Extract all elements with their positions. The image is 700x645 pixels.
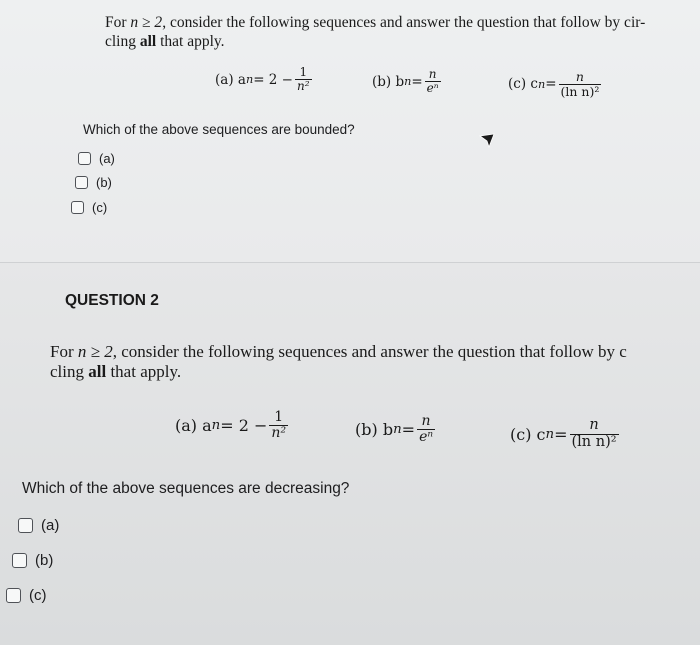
q1-sequence-c [508, 70, 603, 99]
q1-option-b[interactable] [75, 175, 112, 190]
q1-checkbox-c[interactable] [71, 201, 84, 214]
q2-sequence-c [510, 418, 621, 451]
q1-seq-b-den: eⁿ [426, 81, 439, 96]
q2-question-text: Which of the above sequences are decreasing? [22, 480, 350, 497]
q2-seq-b-label: (b) b [355, 420, 394, 440]
q2-prompt-prefix: For [50, 342, 78, 361]
q1-question-text: Which of the above sequences are bounded? [83, 122, 355, 137]
q1-prompt-condition: n ≥ 2 [130, 14, 163, 31]
q1-prompt-line2 [105, 33, 695, 52]
q2-prompt-condition: n ≥ 2 [77, 342, 113, 361]
q1-prompt [105, 14, 695, 51]
q2-prompt [50, 342, 700, 383]
q1-seq-c-sub: n [537, 77, 546, 91]
q2-checkbox-c[interactable] [6, 588, 21, 603]
q2-seq-a-label: (a) a [175, 416, 212, 436]
q2-option-a[interactable] [18, 517, 59, 534]
q2-seq-c-label: (c) c [510, 424, 546, 444]
q2-seq-b-fraction [417, 414, 435, 446]
q2-option-a-label: (a) [41, 517, 60, 534]
q1-option-a[interactable] [78, 151, 115, 166]
q1-seq-b-num: n [428, 67, 437, 81]
q2-seq-c-fraction [570, 418, 619, 451]
q2-seq-c-num: n [589, 417, 599, 433]
q1-prompt-middle: , consider the following sequences and answer the question that follow by cir- [162, 14, 646, 31]
q1-checkbox-b[interactable] [75, 176, 88, 189]
q2-seq-c-sub: n [545, 426, 555, 442]
q2-sequence-a [175, 410, 290, 442]
q2-seq-c-den: (ln n)² [571, 433, 617, 450]
q1-seq-c-den: (ln n)² [560, 83, 600, 99]
q2-seq-b-den: eⁿ [419, 429, 434, 446]
q2-seq-a-num: 1 [274, 409, 284, 425]
q1-seq-a-sub: n [245, 73, 254, 87]
q2-seq-b-sub: n [393, 422, 402, 438]
q1-option-c[interactable] [71, 200, 107, 215]
question-2-panel [0, 262, 700, 645]
q1-prompt-bold: all [139, 32, 157, 50]
q2-prompt-line1 [50, 342, 700, 362]
q1-option-a-label: (a) [99, 151, 115, 166]
q2-seq-c-eq: = [554, 424, 568, 444]
q2-seq-a-sub: n [211, 418, 221, 434]
q1-prompt-line2-pre: cling [105, 32, 140, 50]
q2-option-b[interactable] [12, 552, 53, 569]
q1-seq-a-label: (a) a [215, 71, 246, 88]
q1-option-b-label: (b) [96, 175, 112, 190]
q1-sequence-b [372, 68, 443, 95]
q1-seq-a-fraction [295, 66, 312, 93]
q1-option-c-label: (c) [92, 200, 108, 215]
q2-option-c[interactable] [6, 587, 47, 604]
q2-prompt-line2-pre: cling [50, 362, 89, 382]
q1-seq-a-den: n² [296, 79, 310, 94]
question-1-panel [0, 0, 700, 262]
q1-seq-c-eq: = [545, 76, 557, 93]
q2-seq-a-den: n² [271, 425, 287, 442]
q1-prompt-line1 [105, 14, 695, 33]
q1-seq-a-num: 1 [299, 65, 308, 79]
q2-sequence-b [355, 414, 437, 446]
mouse-pointer-icon [478, 132, 496, 150]
q1-seq-a-rhs: = 2 − [253, 71, 293, 88]
q1-prompt-prefix: For [105, 14, 131, 31]
q2-seq-b-eq: = [401, 420, 416, 440]
q2-checkbox-a[interactable] [18, 518, 33, 533]
q2-prompt-line2-post: that apply. [106, 362, 182, 382]
q1-seq-c-label: (c) c [508, 76, 538, 93]
q1-seq-b-sub: n [404, 75, 412, 89]
q1-seq-c-num: n [575, 69, 584, 84]
q1-checkbox-a[interactable] [78, 152, 91, 165]
q2-heading: QUESTION 2 [65, 292, 159, 309]
q2-seq-a-fraction [269, 410, 288, 442]
q2-prompt-middle: , consider the following sequences and answer the question that follow by c [112, 342, 627, 361]
q2-seq-b-num: n [421, 413, 431, 429]
q1-seq-b-eq: = [411, 73, 423, 90]
q1-seq-b-fraction [425, 68, 441, 95]
q1-prompt-line2-post: that apply. [156, 32, 225, 50]
q1-seq-b-label: (b) b [372, 73, 405, 90]
q1-sequence-a [215, 66, 314, 93]
q2-option-b-label: (b) [35, 552, 54, 569]
q2-prompt-line2 [50, 362, 700, 382]
q1-seq-c-fraction [559, 70, 602, 99]
q2-checkbox-b[interactable] [12, 553, 27, 568]
q2-seq-a-rhs: = 2 − [220, 416, 268, 436]
q2-prompt-bold: all [88, 362, 107, 382]
q2-option-c-label: (c) [29, 587, 47, 604]
